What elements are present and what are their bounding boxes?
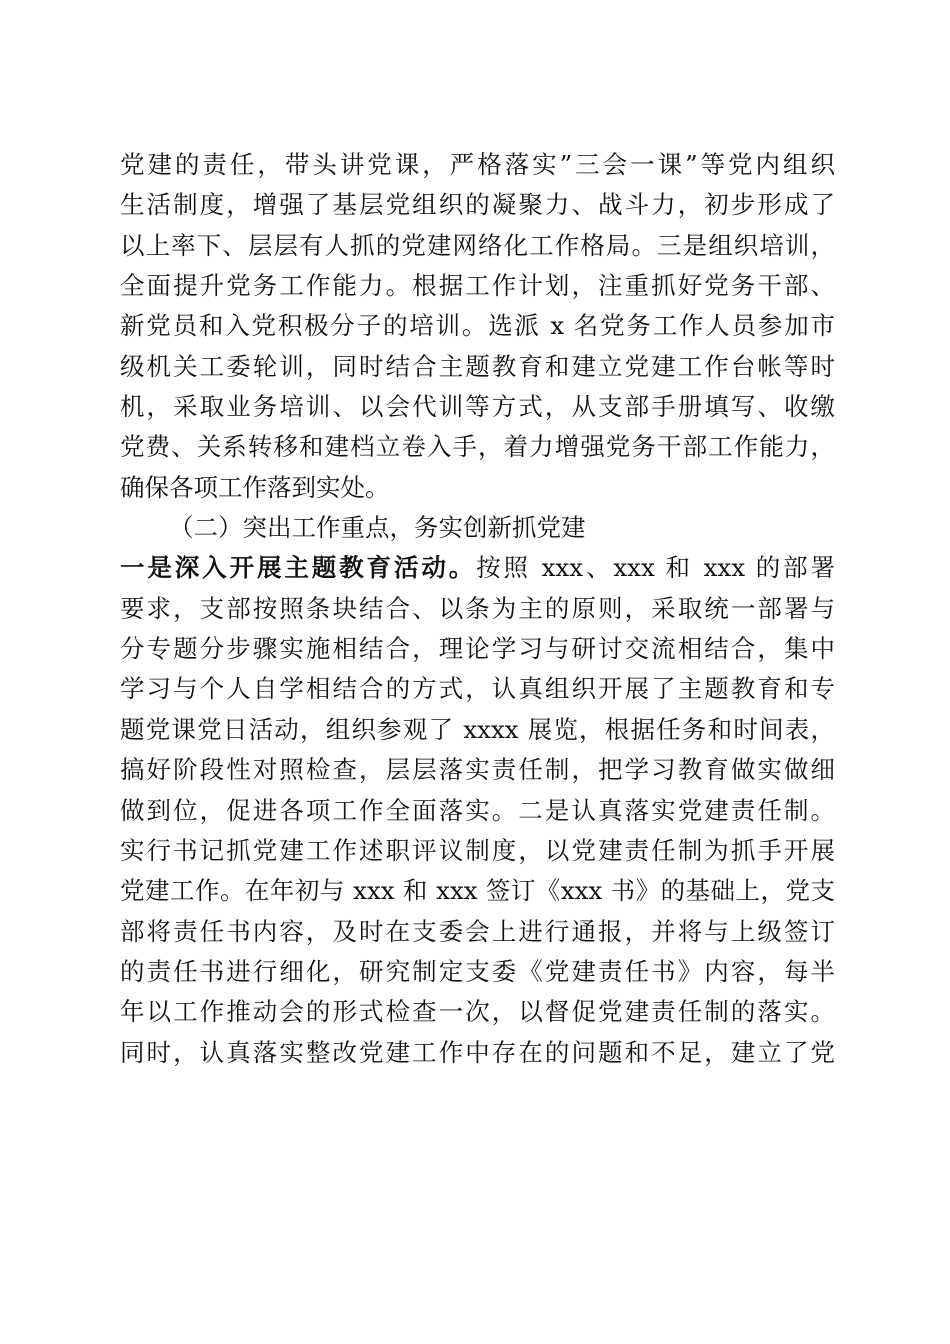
paragraph-party-training [120,145,835,508]
text-line: 实行书记抓党建工作述职评议制度，以党建责任制为抓手开展 [120,835,835,865]
text-line: 以上率下、层层有人抓的党建网络化工作格局。三是组织培训， [120,230,835,260]
text-line: 级机关工委轮训，同时结合主题教育和建立党建工作台帐等时 [120,351,835,381]
text-line-first [120,548,835,588]
text-line: 生活制度，增强了基层党组织的凝聚力、战斗力，初步形成了 [120,190,835,220]
text-line: 搞好阶段性对照检查，层层落实责任制，把学习教育做实做细 [120,755,835,785]
text-line: 部将责任书内容，及时在支委会上进行通报，并将与上级签订 [120,916,835,946]
text-line: 题党课党日活动，组织参观了 xxxx 展览，根据任务和时间表， [120,714,835,744]
text-run: 按照 xxx、xxx 和 xxx 的部署 [476,553,835,583]
section-heading: （二）突出工作重点，务实创新抓党建 [169,513,586,543]
text-line: 新党员和入党积极分子的培训。选派 x 名党务工作人员参加市 [120,311,835,341]
text-line: 的责任书进行细化，研究制定支委《党建责任书》内容，每半 [120,956,835,986]
text-line: 党建工作。在年初与 xxx 和 xxx 签订《xxx 书》的基础上，党支 [120,876,835,906]
text-line: 做到位，促进各项工作全面落实。二是认真落实党建责任制。 [120,795,835,825]
text-line: 要求，支部按照条块结合、以条为主的原则，采取统一部署与 [120,593,835,623]
text-line: 机，采取业务培训、以会代训等方式，从支部手册填写、收缴 [120,392,835,422]
text-line: 同时，认真落实整改党建工作中存在的问题和不足，建立了党 [120,1037,835,1067]
text-line: 党建的责任，带头讲党课，严格落实”三会一课”等党内组织 [120,150,835,179]
text-line: 年以工作推动会的形式检查一次，以督促党建责任制的落实。 [120,997,835,1027]
document-body [120,145,835,1073]
bold-lead-phrase: 一是深入开展主题教育活动。 [120,553,477,583]
text-line: 全面提升党务工作能力。根据工作计划，注重抓好党务干部、 [120,271,835,301]
paragraph-theme-education [120,548,835,1072]
text-line: 学习与个人自学相结合的方式，认真组织开展了主题教育和专 [120,674,835,704]
text-line: 确保各项工作落到实处。 [120,472,390,502]
text-line: 党费、关系转移和建档立卷入手，着力增强党务干部工作能力， [120,432,835,462]
text-line: 分专题分步骤实施相结合，理论学习与研讨交流相结合，集中 [120,634,835,664]
